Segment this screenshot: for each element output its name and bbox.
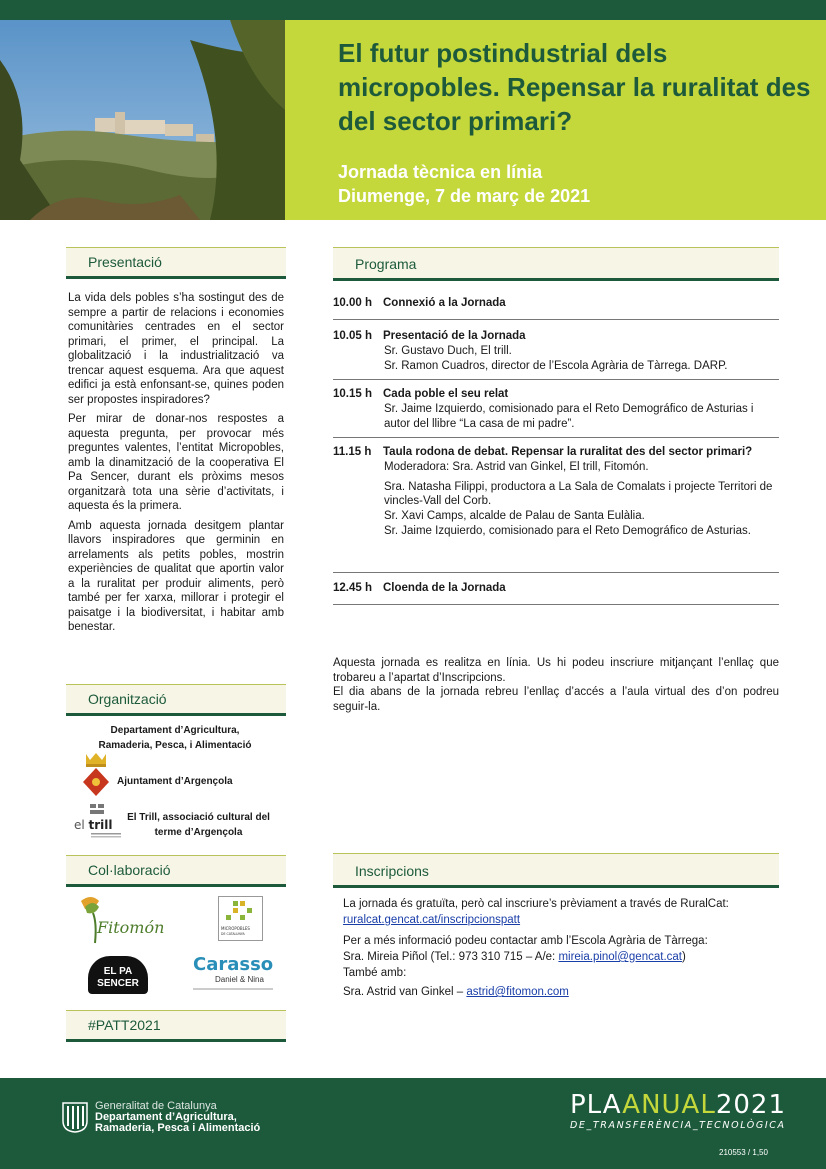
ajuntament-label: Ajuntament d’Argençola [117, 776, 233, 787]
event-date: Diumenge, 7 de març de 2021 [338, 186, 591, 206]
el-pa-sencer-logo [88, 956, 148, 994]
program-time: 10.05 h [333, 330, 372, 342]
email-astrid-link[interactable]: astrid@fitomon.com [466, 986, 569, 998]
program-title: Presentació de la Jornada [383, 330, 526, 342]
contact-astrid-prefix: Sra. Astrid van Ginkel – [343, 986, 467, 998]
presentacio-paragraph: Per mirar de donar-nos respostes a aquesta pregunta, per provocar més preguntes valentes, l’entitat Micropobles, amb la dinamització de la cooperativa El Pa Sencer, durant els pròxims mesos organitzarà tota una sèrie d’activitats, i aquesta és la primera. [68, 413, 284, 512]
email-mireia-link[interactable]: mireia.pinol@gencat.cat [558, 951, 682, 963]
program-speaker: Sr. Gustavo Duch, El trill. [384, 344, 512, 357]
el-trill-logo [74, 804, 124, 840]
free-note: La jornada és gratuïta, però cal inscriure’s prèviament a través de RuralCat: [343, 898, 729, 910]
program-title: Connexió a la Jornada [383, 297, 506, 309]
contact-mireia-suffix: ) [681, 951, 686, 963]
fitomon-logo [79, 893, 174, 948]
plan-subtitle: DE_TRANSFERÈNCIA_TECNOLÒGICA [570, 1120, 786, 1131]
page-title: El futur postindustrial dels micropobles. Repensar la ruralitat des del sector primari? [338, 38, 811, 136]
svg-text:DE CATALUNYA: DE CATALUNYA [221, 932, 245, 936]
also-with: També amb: [343, 967, 407, 979]
program-time: 10.00 h [333, 297, 372, 309]
carasso-logo [193, 955, 283, 995]
program-time: 12.45 h [333, 582, 372, 594]
program-item-text [333, 387, 779, 431]
gencat-name: Generalitat de Catalunya [95, 1100, 217, 1112]
program-item-text [333, 581, 779, 596]
plan-word-1: PLA [570, 1090, 623, 1120]
program-speaker: Moderadora: Sra. Astrid van Ginkel, El trill, Fitomón. [384, 460, 649, 473]
dept-agricultura-label: Departament d’Agricultura, Ramaderia, Pesca, i Alimentació [98, 725, 252, 751]
carasso-name: Carasso [193, 954, 274, 975]
contact-line-mireia [343, 949, 783, 965]
online-note: Aquesta jornada es realitza en línia. Us hi podeu inscriure mitjançant l’enllaç que trobareu a l’apartat d’Inscripcions. [333, 657, 779, 684]
organitzacio-heading: Organització [66, 684, 286, 716]
document-code: 210553 / 1,50 [719, 1148, 768, 1157]
program-item-text [333, 445, 779, 539]
pasencer-line-1: EL PA [103, 966, 133, 977]
gencat-emblem-icon [62, 1101, 88, 1133]
program-heading-line [333, 445, 779, 460]
program-speaker: Sr. Jaime Izquierdo, comisionado para el Reto Demográfico de Asturias. [384, 524, 751, 537]
svg-text:el trill: el trill [74, 818, 113, 832]
inscripcions-heading: Inscripcions [333, 853, 779, 888]
plan-title [570, 1090, 786, 1120]
program-title: Cada poble el seu relat [383, 388, 509, 400]
argencola-shield-icon [81, 752, 111, 798]
access-note: El dia abans de la jornada rebreu l’enllaç d’accés a l’aula virtual des d’on podreu seguir-la. [333, 686, 779, 713]
event-type: Jornada tècnica en línia [338, 162, 543, 182]
program-item-text [333, 296, 779, 311]
program-speaker: Sr. Xavi Camps, alcalde de Palau de Santa Eulàlia. [384, 510, 645, 523]
event-subtitle [338, 160, 590, 208]
presentacio-text [68, 291, 284, 640]
program-item-text [333, 329, 779, 373]
presentacio-paragraph: La vida dels pobles s’ha sostingut des de sempre a partir de relacions i economies comunitàries centrades en el sector primari, el primer, el principal. La globalització i la industrialització va trencar aquest esquema. Ara que aquest edifici ja està enfonsant-se, quines poden ser propostes inspiradores? [68, 292, 284, 406]
collaboracio-heading: Col·laboració [66, 855, 286, 887]
gencat-dept-2: Ramaderia, Pesca i Alimentació [95, 1122, 261, 1134]
svg-text:Fitomón: Fitomón [97, 918, 165, 937]
hashtag-bar: #PATT2021 [66, 1010, 286, 1042]
village-landscape-photo [0, 20, 285, 220]
program-title: Taula rodona de debat. Repensar la ruralitat des del sector primari? [383, 446, 753, 458]
el-trill-label: El Trill, associació cultural del terme d’Argençola [127, 812, 270, 838]
top-strip [0, 0, 826, 20]
pla-anual-logo [570, 1090, 786, 1132]
ruralcat-link[interactable]: ruralcat.gencat.cat/inscripcionspatt [343, 914, 521, 926]
contact-note: Per a més informació podeu contactar amb l’Escola Agrària de Tàrrega: [343, 935, 708, 947]
program-title: Cloenda de la Jornada [383, 582, 506, 594]
micropobles-logo [218, 896, 263, 941]
presentacio-heading: Presentació [66, 247, 286, 279]
program-time: 11.15 h [333, 446, 372, 458]
pasencer-line-2: SENCER [97, 978, 139, 989]
plan-year: 2021 [715, 1090, 786, 1120]
presentacio-paragraph: Amb aquesta jornada desitgem plantar llavors inspiradores que germinin en arrelaments als petits pobles, mostrin experiències de qualitat que aportin valor a la ruralitat per produir aliments, però també per fer xarxa, millorar i protegir el paisatge i la biodiversitat, i habitar amb benestar. [68, 519, 284, 633]
program-speaker: Sr. Jaime Izquierdo, comisionado para el Reto Demográfico de Asturias i autor del llibre “La casa de mi padre”. [384, 402, 754, 430]
svg-text:MICROPOBLES: MICROPOBLES [221, 926, 250, 931]
gencat-dept-1: Departament d’Agricultura, [95, 1111, 237, 1123]
gencat-label [95, 1101, 295, 1134]
carasso-sub: Daniel & Nina [215, 975, 264, 984]
inscripcions-text [343, 896, 783, 1000]
contact-line-astrid [343, 984, 783, 1000]
program-speaker: Sra. Natasha Filippi, productora a La Sala de Comalats i projecte Territori de vincles-Vall del Corb. [384, 480, 773, 508]
carasso-tagline [193, 988, 273, 990]
contact-mireia-prefix: Sra. Mireia Piñol (Tel.: 973 310 715 – A/e: [343, 951, 559, 963]
program-speaker: Sr. Ramon Cuadros, director de l’Escola Agrària de Tàrrega. DARP. [384, 359, 728, 372]
programa-heading: Programa [333, 247, 779, 281]
program-time: 10.15 h [333, 388, 372, 400]
plan-word-2: ANUAL [622, 1090, 716, 1120]
